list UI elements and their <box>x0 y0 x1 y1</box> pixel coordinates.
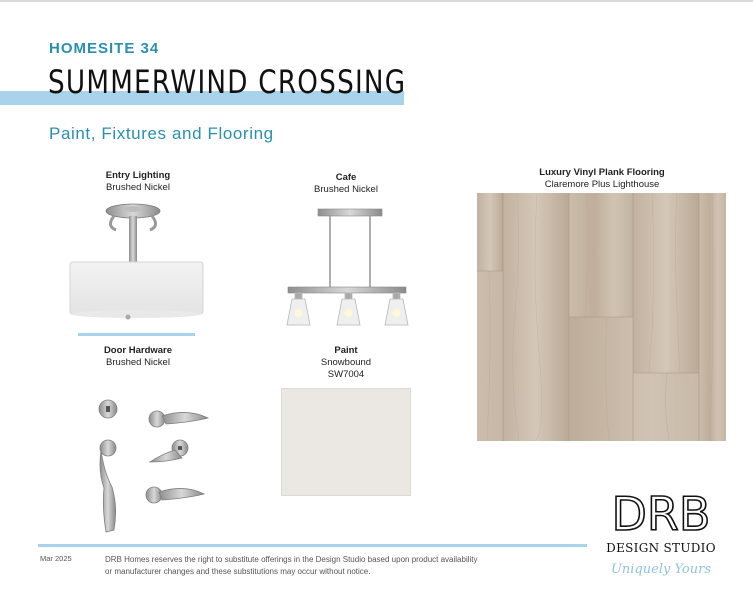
section-divider <box>78 333 195 336</box>
footer-disclaimer-line-2: or manufacturer changes and these substitutions may occur without notice. <box>105 567 371 576</box>
door-hardware-finish: Brushed Nickel <box>106 357 170 368</box>
entry-lighting-finish: Brushed Nickel <box>106 182 170 193</box>
drb-logo-text: DRB <box>611 490 711 534</box>
entry-lighting-caption <box>78 170 198 194</box>
drb-logo-mark <box>604 490 718 534</box>
paint-color-code: SW7004 <box>327 369 365 380</box>
paint-color-swatch <box>281 388 411 496</box>
cafe-heading: Cafe <box>335 172 357 183</box>
door-lever-handle-set-icon <box>92 392 212 537</box>
flooring-heading: Luxury Vinyl Plank Flooring <box>539 167 665 178</box>
linear-pendant-light-icon <box>284 207 414 332</box>
cafe-caption <box>286 172 406 196</box>
vinyl-plank-flooring-swatch <box>477 193 726 441</box>
page-title: SUMMERWIND CROSSING <box>48 63 407 101</box>
door-hardware-caption <box>78 345 198 369</box>
top-divider <box>0 0 753 2</box>
entry-lighting-heading: Entry Lighting <box>105 170 171 181</box>
homesite-label: HOMESITE 34 <box>49 40 160 57</box>
footer-divider <box>38 544 587 547</box>
flooring-style: Claremore Plus Lighthouse <box>544 179 660 190</box>
design-studio-wordmark: DESIGN STUDIO <box>606 541 716 555</box>
paint-caption <box>286 345 406 381</box>
logo-tagline: Uniquely Yours <box>610 562 712 577</box>
footer-date: Mar 2025 <box>40 554 72 563</box>
footer-disclaimer <box>105 554 555 578</box>
paint-heading: Paint <box>334 345 358 356</box>
flooring-caption <box>517 167 687 191</box>
page-subtitle: Paint, Fixtures and Flooring <box>49 124 274 143</box>
door-hardware-heading: Door Hardware <box>103 345 173 356</box>
footer-disclaimer-line-1: DRB Homes reserves the right to substitute offerings in the Design Studio based upon product availability <box>105 555 478 564</box>
semi-flush-drum-light-icon <box>66 200 206 325</box>
cafe-finish: Brushed Nickel <box>314 184 378 195</box>
paint-color-name: Snowbound <box>320 357 372 368</box>
